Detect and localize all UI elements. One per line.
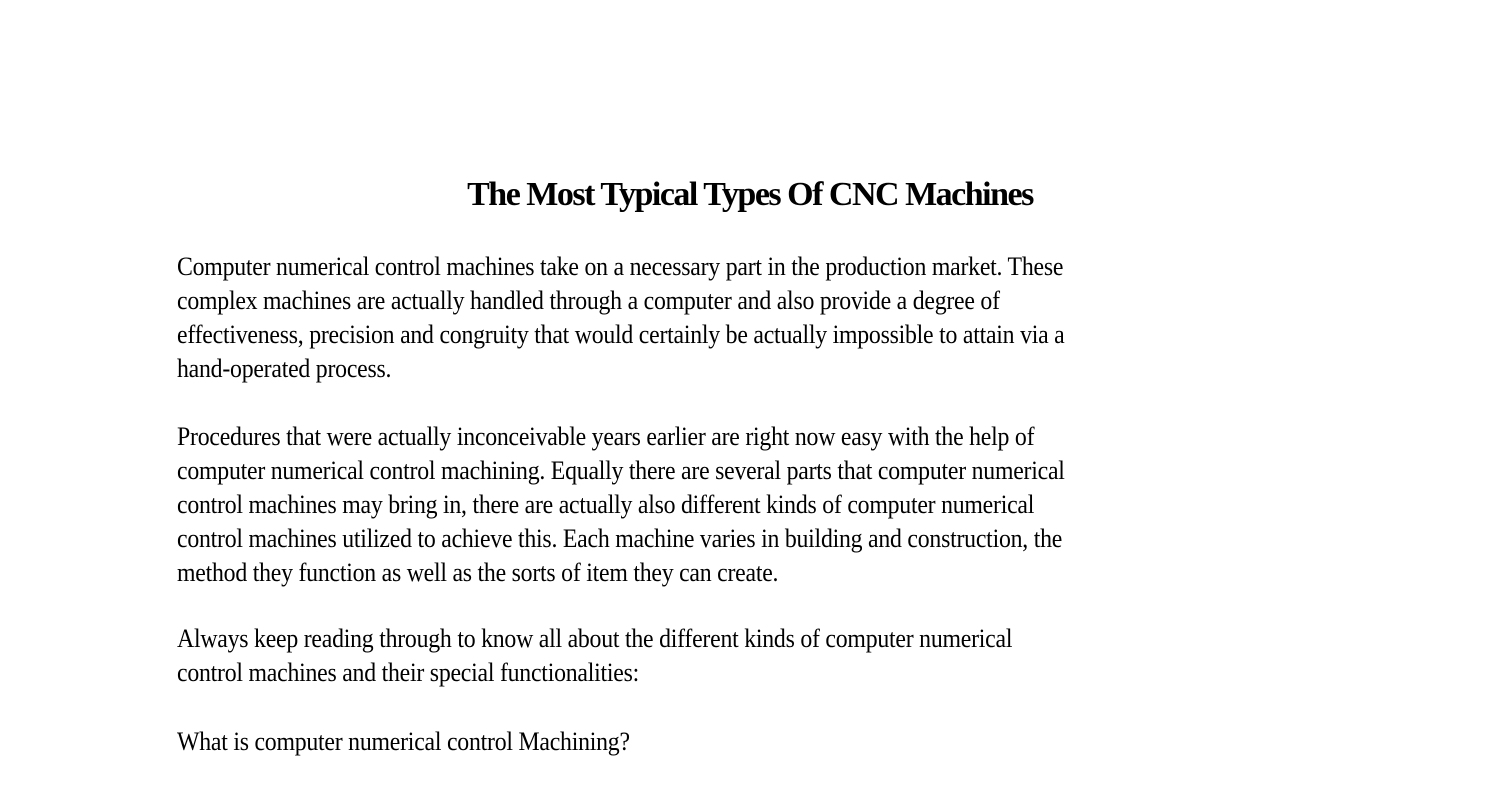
text-line: method they function as well as the sorts of item they can create. [177, 558, 779, 587]
paragraph-procedures [177, 420, 1220, 590]
text-line: effectiveness, precision and congruity that would certainly be actually impossible to attain via a [177, 320, 1065, 349]
text-line: What is computer numerical control Machining? [177, 727, 630, 756]
text-line: Always keep reading through to know all about the different kinds of computer numerical [177, 624, 1013, 653]
text-line: control machines utilized to achieve this. Each machine varies in building and construction, the [177, 524, 1063, 553]
document-title: The Most Typical Types Of CNC Machines [467, 176, 1033, 213]
text-line: computer numerical control machining. Equally there are several parts that computer numerical [177, 456, 1065, 485]
text-line: hand-operated process. [177, 354, 392, 383]
text-line: Procedures that were actually inconceivable years earlier are right now easy with the help of [177, 422, 1035, 451]
text-line: Computer numerical control machines take on a necessary part in the production market. These [177, 252, 1064, 281]
section-question [177, 725, 1220, 759]
text-line: complex machines are actually handled through a computer and also provide a degree of [177, 286, 1000, 315]
text-line: control machines may bring in, there are actually also different kinds of computer numerical [177, 490, 1035, 519]
paragraph-intro [177, 250, 1220, 386]
paragraph-keep-reading [177, 622, 1220, 690]
text-line: control machines and their special functionalities: [177, 658, 640, 687]
